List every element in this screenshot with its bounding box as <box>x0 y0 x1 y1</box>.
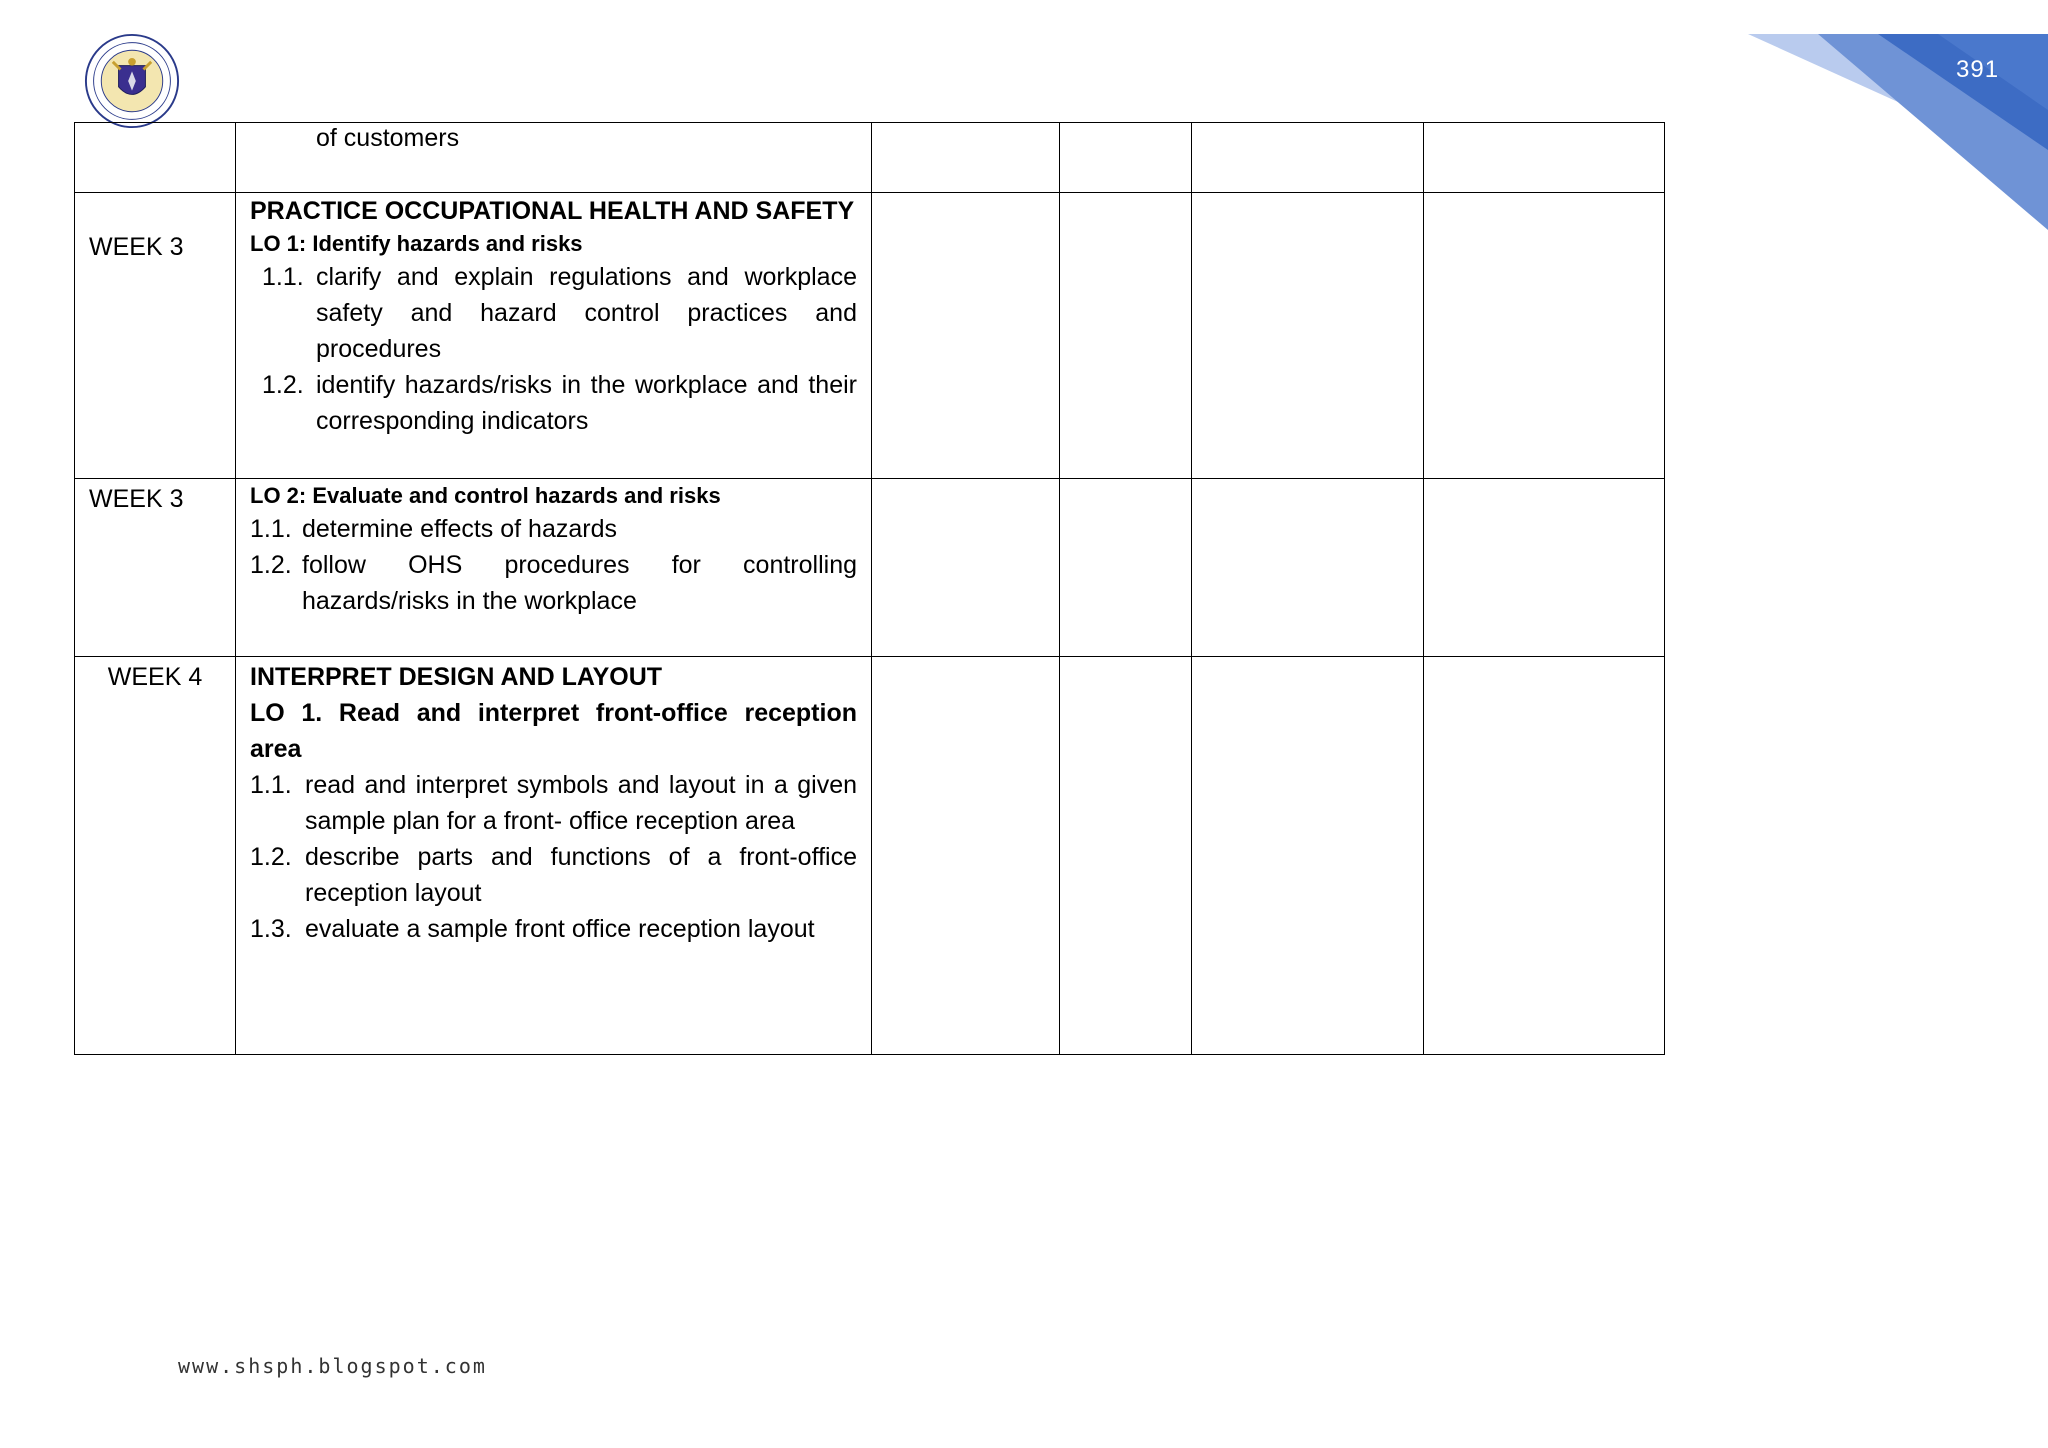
content-cell <box>236 193 872 479</box>
content-cell <box>236 123 872 193</box>
week-cell: WEEK 3 <box>75 193 236 479</box>
table-row <box>75 479 1665 657</box>
learning-outcome: LO 1. Read and interpret front-office reception area <box>250 699 857 763</box>
content-cell <box>236 657 872 1055</box>
deped-seal-logo <box>84 33 180 129</box>
week-cell: WEEK 4 <box>75 657 236 1055</box>
list-item: 1.2. follow OHS procedures for controlling hazards/risks in the workplace <box>250 551 857 615</box>
continuation-text: of customers <box>316 124 460 152</box>
page-number: 391 <box>1956 56 2000 83</box>
footer-url: www.shsph.blogspot.com <box>178 1354 487 1378</box>
list-item: 1.2. describe parts and functions of a front-office reception layout <box>250 843 857 907</box>
content-cell <box>236 479 872 657</box>
list-item: 1.3. evaluate a sample front office reception layout <box>250 915 815 943</box>
learning-outcome: LO 2: Evaluate and control hazards and risks <box>250 483 721 508</box>
section-title: INTERPRET DESIGN AND LAYOUT <box>250 663 663 691</box>
list-item: 1.2. identify hazards/risks in the workplace and their corresponding indicators <box>262 371 857 435</box>
list-item: 1.1. clarify and explain regulations and workplace safety and hazard control practices and procedures <box>262 263 857 363</box>
week-cell <box>75 123 236 193</box>
curriculum-table <box>74 122 1665 1055</box>
corner-decoration <box>1708 0 2048 240</box>
week-cell: WEEK 3 <box>75 479 236 657</box>
table-row <box>75 123 1665 193</box>
section-title: PRACTICE OCCUPATIONAL HEALTH AND SAFETY <box>250 197 855 225</box>
table-row <box>75 193 1665 479</box>
list-item: 1.1. determine effects of hazards <box>250 515 617 543</box>
learning-outcome: LO 1: Identify hazards and risks <box>250 231 583 256</box>
table-row <box>75 657 1665 1055</box>
list-item: 1.1. read and interpret symbols and layout in a given sample plan for a front- office reception area <box>250 771 857 835</box>
